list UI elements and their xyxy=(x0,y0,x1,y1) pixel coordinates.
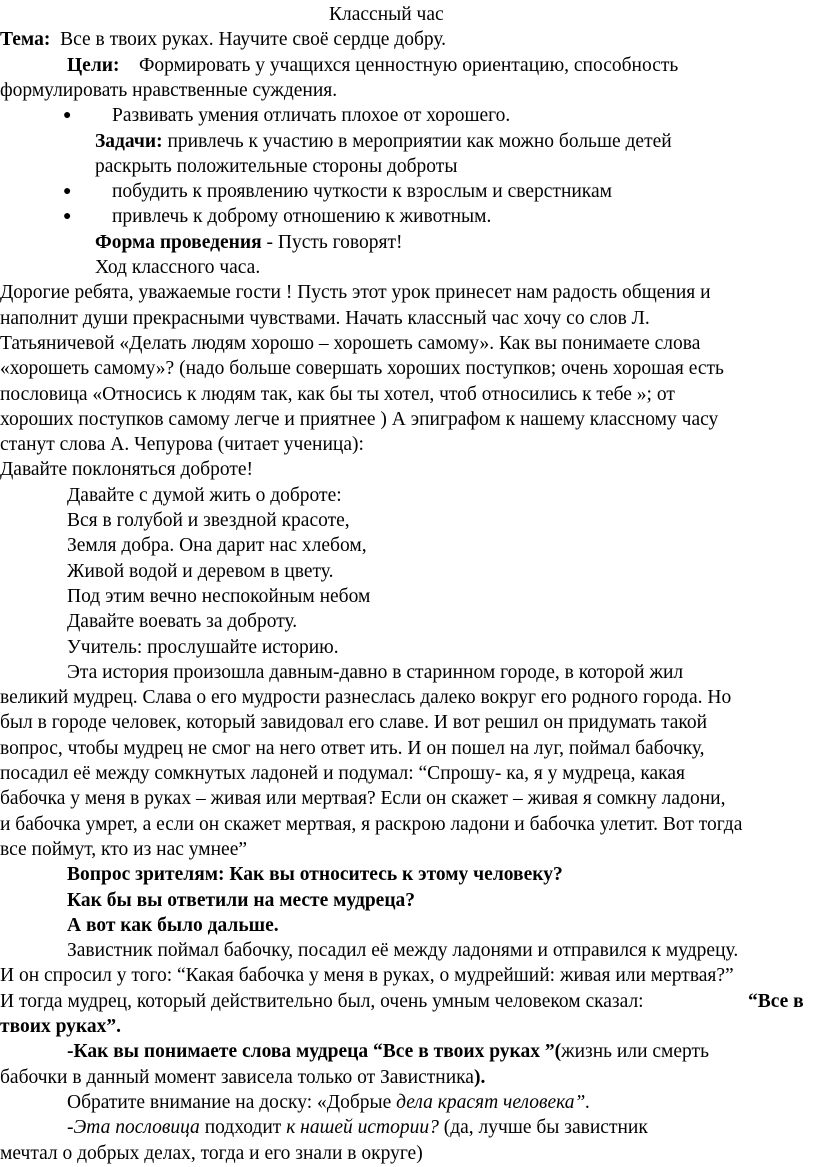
sage-quote-cont: твоих руках”. xyxy=(0,1016,121,1037)
poem-line: Земля добра. Она дарит нас хлебом, xyxy=(67,535,367,557)
zadachi-cont: раскрыть положительные стороны доброты xyxy=(95,155,458,177)
celi-cont: формулировать нравственные суждения. xyxy=(0,79,338,101)
bullet-icon: ● xyxy=(63,209,72,225)
bullet-item-1: Развивать умения отличать плохое от хорошего. xyxy=(112,105,511,127)
intro-line: наполнит души прекрасными чувствами. Начать классный час хочу со слов Л. xyxy=(0,307,650,329)
story-line: посадил её между сомкнутых ладоней и подумал: “Спрошу- ка, я у мудреца, какая xyxy=(0,763,685,784)
proverb-italic-2: к нашей истории? xyxy=(286,1117,439,1139)
zadachi-label: Задачи: xyxy=(95,130,163,152)
sage-quote: “Все в xyxy=(748,990,804,1012)
hod-heading: Ход классного часа. xyxy=(95,257,261,278)
intro-line: «хорошеть самому»? (надо больше совершать хороших поступков; очень хорошая есть xyxy=(0,358,724,380)
proverb-text-1: подходит xyxy=(199,1117,287,1139)
forma-label: Форма проведения xyxy=(95,231,262,253)
bullet-icon: ● xyxy=(63,184,72,200)
question-line xyxy=(67,1039,709,1065)
intro-line: Давайте поклоняться доброте! xyxy=(0,459,254,481)
celi-text: Формировать у учащихся ценностную ориентацию, способность xyxy=(139,54,679,76)
question-close: ). xyxy=(473,1066,486,1088)
tema-line xyxy=(0,27,446,53)
story-line: Эта история произошла давным-давно в старинном городе, в которой жил xyxy=(67,661,684,683)
bullet-item-2: побудить к проявлению чуткости к взрослым и сверстникам xyxy=(112,181,612,203)
proverb-dash: - xyxy=(67,1117,74,1139)
story-line: был в городе человек, который завидовал его славе. И вот решил он придумать такой xyxy=(0,712,708,734)
proverb-cont: мечтал о добрых делах, тогда и его знали в округе) xyxy=(0,1142,423,1164)
intro-line: хороших поступков самому легче и приятнее ) А эпиграфом к нашему классному часу xyxy=(0,408,719,430)
story2-line: И тогда мудрец, который действительно был, очень умным человеком сказал: xyxy=(0,990,644,1012)
intro-line: Дорогие ребята, уважаемые гости ! Пусть этот урок принесет нам радость общения и xyxy=(0,282,711,304)
proverb-text-2: (да, лучше бы завистник xyxy=(438,1117,648,1139)
audience-question: Вопрос зрителям: Как вы относитесь к этому человеку? xyxy=(67,864,563,886)
celi-label: Цели: xyxy=(67,54,120,76)
intro-line: пословица «Относись к людям так, как бы ты хотел, чтоб относились к тебе »; от xyxy=(0,383,675,405)
poem-line: Давайте с думой жить о доброте: xyxy=(67,484,342,506)
poem-line: Вся в голубой и звездной красоте, xyxy=(67,510,350,531)
tema-label: Тема: xyxy=(0,29,51,51)
question-cont-text: бабочки в данный момент зависела только от Завистника xyxy=(0,1066,474,1088)
audience-question: Как бы вы ответили на месте мудреца? xyxy=(67,889,416,911)
poem-line: Живой водой и деревом в цвету. xyxy=(67,560,334,582)
tema-text: Все в твоих руках. Научите своё сердце добру. xyxy=(60,29,447,51)
audience-question: А вот как было дальше. xyxy=(67,914,279,936)
intro-line: станут слова А. Чепурова (читает ученица): xyxy=(0,434,364,456)
proverb-line xyxy=(67,1115,648,1141)
story-line: великий мудрец. Слава о его мудрости разнеслась далеко вокруг его родного города. Но xyxy=(0,687,732,709)
story2-line: И он спросил у того: “Какая бабочка у меня в руках, о мудрейший: живая или мертвая?” xyxy=(0,965,734,987)
story2-line: Завистник поймал бабочку, посадил её между ладонями и отправился к мудрецу. xyxy=(67,940,739,962)
intro-line: Татьяничевой «Делать людям хорошо – хорошеть самому». Как вы понимаете слова xyxy=(0,332,701,354)
question-cont xyxy=(0,1065,485,1091)
zadachi-text: привлечь к участию в мероприятии как можно больше детей xyxy=(167,130,672,152)
board-text: Обратите внимание на доску: «Добрые xyxy=(67,1091,397,1113)
zadachi-line xyxy=(95,129,672,155)
proverb-italic-1: Эта пословица xyxy=(73,1117,200,1139)
bullet-item-3: привлечь к доброму отношению к животным. xyxy=(112,206,492,228)
poem-line: Давайте воевать за доброту. xyxy=(67,611,298,633)
teacher-line: Учитель: прослушайте историю. xyxy=(67,636,339,658)
story-line: вопрос, чтобы мудрец не смог на него ответ ить. И он пошел на луг, поймал бабочку, xyxy=(0,737,705,759)
celi-line xyxy=(67,53,678,79)
question-rest: жизнь или смерть xyxy=(561,1041,709,1063)
story-line: бабочка у меня в руках – живая или мертвая? Если он скажет – живая я сомкну ладони, xyxy=(0,788,726,810)
board-line xyxy=(67,1090,590,1116)
forma-text: - Пусть говорят! xyxy=(261,231,403,253)
poem-line: Под этим вечно неспокойным небом xyxy=(67,585,371,607)
bullet-icon: ● xyxy=(63,108,72,124)
doc-title: Классный час xyxy=(329,4,444,25)
question-bold: -Как вы понимаете слова мудреца “Все в твоих руках ”( xyxy=(67,1041,562,1063)
forma-line xyxy=(95,230,402,256)
story-line: все поймут, кто из нас умнее” xyxy=(0,838,248,860)
story-line: и бабочка умрет, а если он скажет мертвая, я раскрою ладони и бабочка улетит. Вот тогда xyxy=(0,813,743,835)
board-italic: дела красят человека”. xyxy=(396,1091,591,1113)
